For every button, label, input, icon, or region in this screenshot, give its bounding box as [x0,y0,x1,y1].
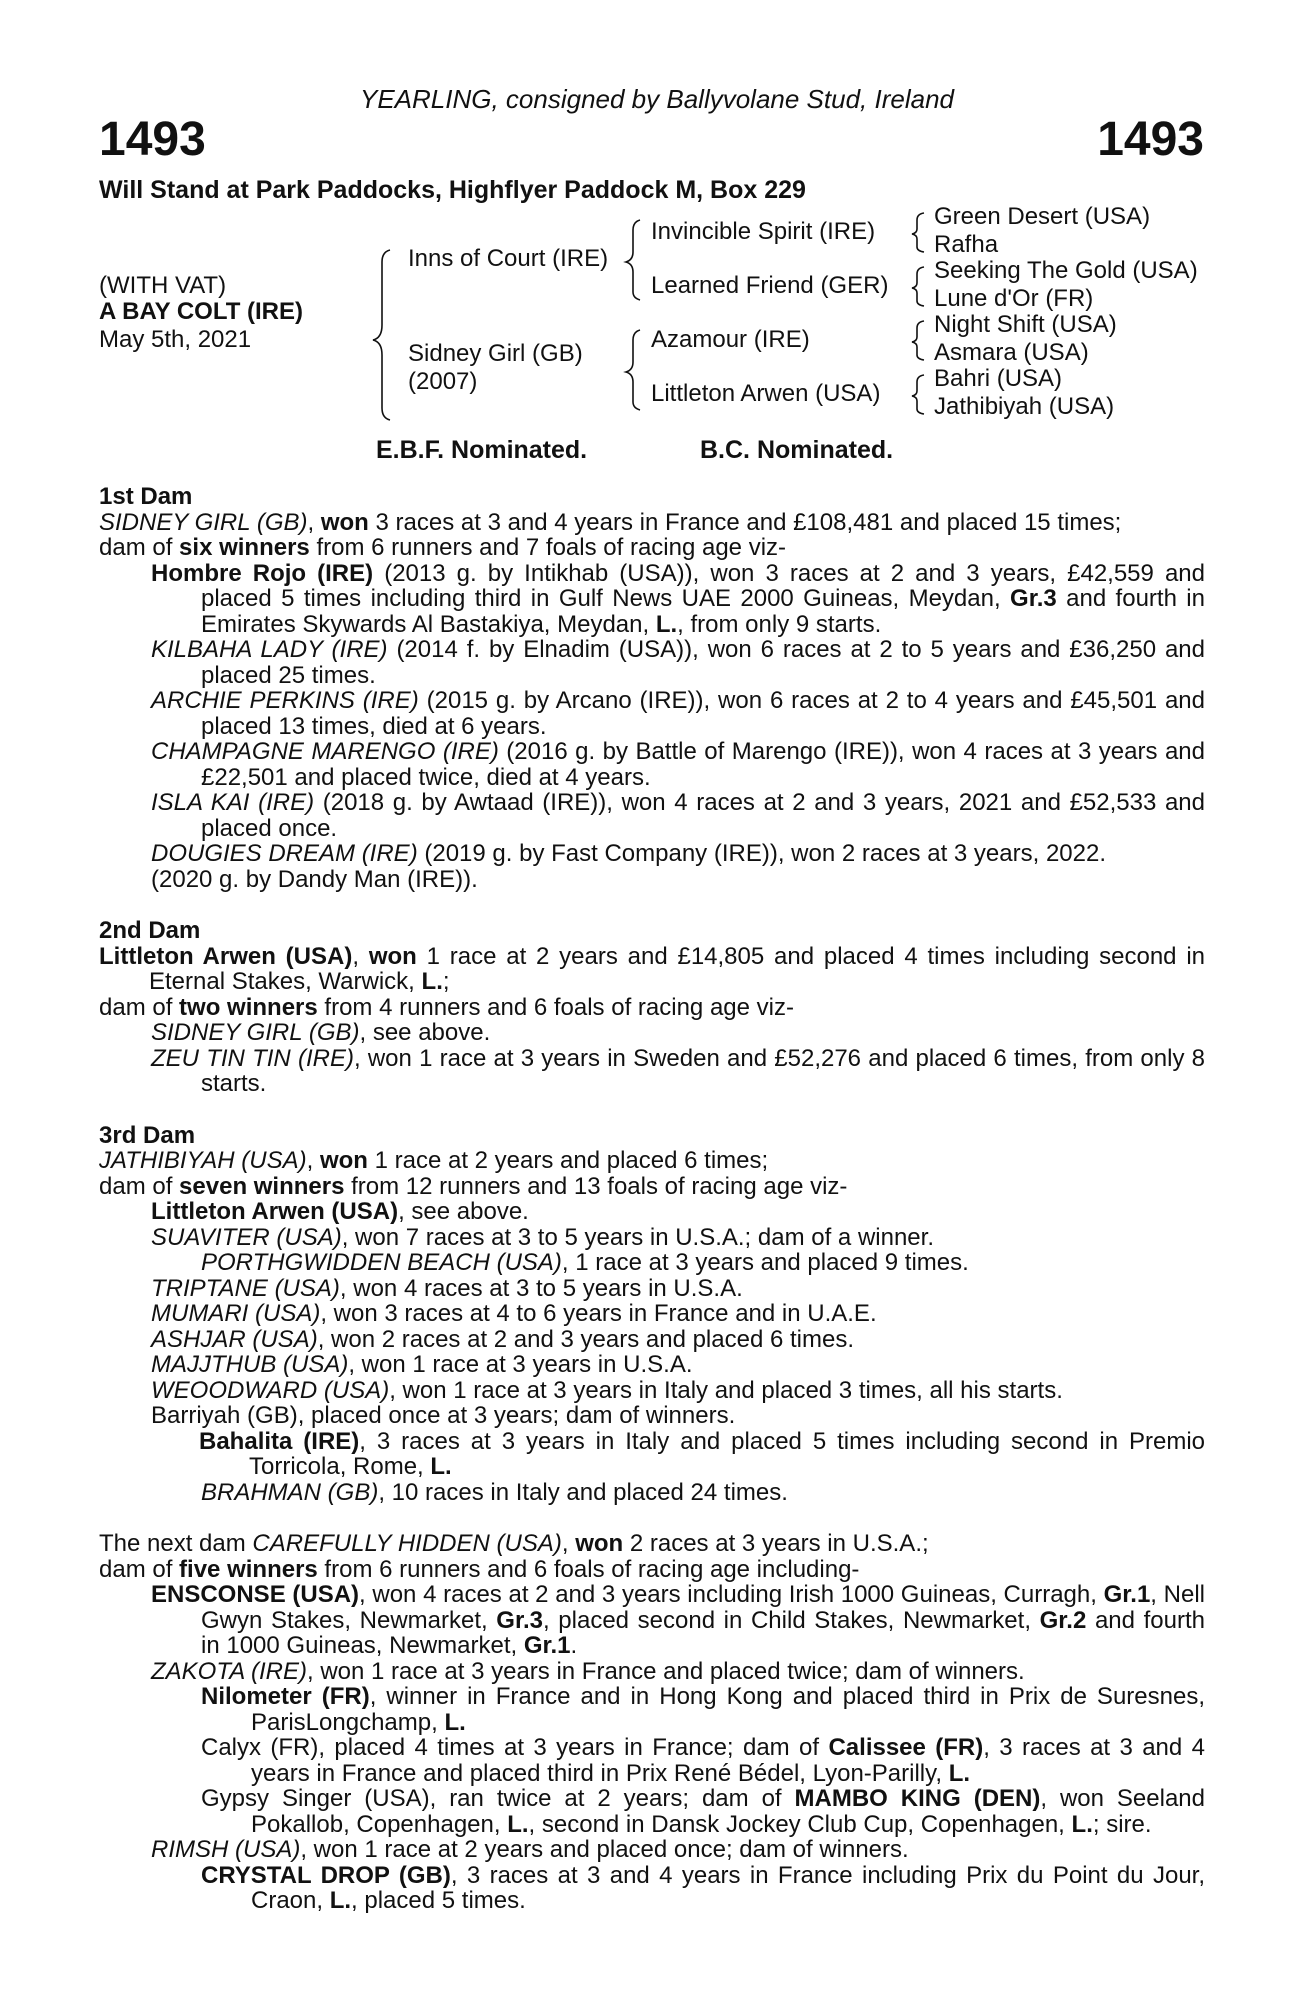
bracket-g1 [912,213,924,252]
list-item: Barriyah (GB), placed once at 3 years; dam of winners. [151,1402,736,1429]
stand-location: Will Stand at Park Paddocks, Highflyer Paddock M, Box 229 [99,176,806,204]
next-dam-produce: dam of five winners from 6 runners and 6 foals of racing age including- [99,1555,860,1583]
lot-number-left: 1493 [99,113,206,166]
list-item: Nilometer (FR), winner in France and in Hong Kong and placed third in Prix de Suresnes, ParisLongchamp, L. [201,1683,1205,1736]
third-dam-heading: 3rd Dam [99,1121,196,1149]
list-item: Hombre Rojo (IRE) (2013 g. by Intikhab (USA)), won 3 races at 2 and 3 years, £42,559 and placed 5 times including third in Gulf News UAE 2000 Guineas, Meydan, Gr.3 and fourth in Emirates Skywards Al Bastakiya, Meydan, L., from only 9 starts. [151,559,1205,638]
list-item: ISLA KAI (IRE) (2018 g. by Awtaad (IRE)), won 4 races at 2 and 3 years, 2021 and £52,533 and placed once. [151,789,1205,842]
foaling-date: May 5th, 2021 [99,326,252,353]
ped-g8: Jathibiyah (USA) [934,393,1115,420]
bc-nominated: B.C. Nominated. [700,436,894,464]
ped-g5: Night Shift (USA) [934,311,1117,338]
ped-g7: Bahri (USA) [934,365,1063,392]
list-item: ENSCONSE (USA), won 4 races at 2 and 3 years including Irish 1000 Guineas, Curragh, Gr.1, Nell Gwyn Stakes, Newmarket, Gr.3, placed second in Child Stakes, Newmarket, Gr.2 and fourth in 1000 Guineas, Newmarket, Gr.1. [151,1581,1205,1659]
first-dam-heading: 1st Dam [99,483,193,510]
ped-dam-sire: Azamour (IRE) [651,326,810,353]
ped-g4: Lune d'Or (FR) [934,285,1094,312]
third-dam-line: JATHIBIYAH (USA), won 1 race at 2 years and placed 6 times; [99,1147,769,1174]
bracket-main [373,250,390,420]
list-item: BRAHMAN (GB), 10 races in Italy and placed 24 times. [201,1478,788,1506]
ped-g1: Green Desert (USA) [934,203,1151,230]
ebf-nominated: E.B.F. Nominated. [376,436,588,464]
second-dam-line: Littleton Arwen (USA), won 1 race at 2 years and £14,805 and placed 4 times including second in Eternal Stakes, Warwick, L.; [99,942,1206,995]
list-item: KILBAHA LADY (IRE) (2014 f. by Elnadim (USA)), won 6 races at 2 to 5 years and £36,250 and placed 25 times. [151,636,1205,689]
list-item: CRYSTAL DROP (GB), 3 races at 3 and 4 years in France including Prix du Point du Jour, Craon, L., placed 5 times. [201,1861,1205,1914]
ped-dam: Sidney Girl (GB) [408,340,583,367]
bracket-dam [626,330,640,410]
second-dam-produce: dam of two winners from 4 runners and 6 foals of racing age viz- [99,993,794,1021]
first-dam-line: SIDNEY GIRL (GB), won 3 races at 3 and 4 years in France and £108,481 and placed 15 times; [99,508,1122,536]
ped-sire: Inns of Court (IRE) [408,245,609,272]
ped-sire-sire: Invincible Spirit (IRE) [651,218,876,245]
list-item: Calyx (FR), placed 4 times at 3 years in France; dam of Calissee (FR), 3 races at 3 and 4 years in France and placed third in Prix René Bédel, Lyon-Parilly, L. [201,1734,1205,1787]
list-item: CHAMPAGNE MARENGO (IRE) (2016 g. by Battle of Marengo (IRE)), won 4 races at 3 years and £22,501 and placed twice, died at 4 years. [151,738,1206,791]
list-item: (2020 g. by Dandy Man (IRE)). [151,865,478,893]
list-item: WEOODWARD (USA), won 1 race at 3 years in Italy and placed 3 times, all his starts. [151,1376,1063,1404]
ped-g3: Seeking The Gold (USA) [934,257,1198,284]
consignment-line: YEARLING, consigned by Ballyvolane Stud, Ireland [359,84,954,114]
list-item: ZAKOTA (IRE), won 1 race at 3 years in France and placed twice; dam of winners. [151,1657,1025,1685]
list-item: SIDNEY GIRL (GB), see above. [151,1019,491,1046]
ped-g6: Asmara (USA) [934,339,1089,366]
list-item: SUAVITER (USA), won 7 races at 3 to 5 years in U.S.A.; dam of a winner. [151,1223,934,1251]
list-item: ARCHIE PERKINS (IRE) (2015 g. by Arcano (IRE)), won 6 races at 2 to 4 years and £45,501 and placed 13 times, died at 6 years. [151,687,1205,740]
bracket-sire [626,220,640,300]
bracket-g2 [912,267,924,306]
third-dam-produce: dam of seven winners from 12 runners and 13 foals of racing age viz- [99,1172,848,1200]
list-item: MAJJTHUB (USA), won 1 race at 3 years in U.S.A. [151,1351,693,1378]
bracket-g3 [912,321,924,360]
list-item: Littleton Arwen (USA), see above. [151,1198,529,1225]
lot-number-right: 1493 [1097,113,1204,166]
ped-sire-dam: Learned Friend (GER) [651,272,889,299]
ped-dam-year: (2007) [408,368,478,395]
ped-g2: Rafha [934,231,999,258]
catalogue-body [99,484,1205,1914]
list-item: Gypsy Singer (USA), ran twice at 2 years; dam of MAMBO KING (DEN), won Seeland Pokallob, Copenhagen, L., second in Dansk Jockey Club Cup, Copenhagen, L.; sire. [201,1785,1205,1838]
list-item: TRIPTANE (USA), won 4 races at 3 to 5 years in U.S.A. [151,1274,743,1302]
list-item: ZEU TIN TIN (IRE), won 1 race at 3 years in Sweden and £52,276 and placed 6 times, from only 8 starts. [151,1044,1205,1097]
next-dam-line: The next dam CAREFULLY HIDDEN (USA), won 2 races at 3 years in U.S.A.; [99,1530,929,1557]
list-item: Bahalita (IRE), 3 races at 3 years in Italy and placed 5 times including second in Premio Torricola, Rome, L. [199,1427,1205,1480]
list-item: MUMARI (USA), won 3 races at 4 to 6 years in France and in U.A.E. [151,1300,877,1327]
list-item: ASHJAR (USA), won 2 races at 2 and 3 years and placed 6 times. [151,1325,854,1353]
bracket-g4 [912,375,924,414]
list-item: RIMSH (USA), won 1 race at 2 years and placed once; dam of winners. [151,1836,909,1863]
list-item: DOUGIES DREAM (IRE) (2019 g. by Fast Company (IRE)), won 2 races at 3 years, 2022. [151,840,1106,867]
list-item: PORTHGWIDDEN BEACH (USA), 1 race at 3 years and placed 9 times. [201,1249,969,1276]
first-dam-produce: dam of six winners from 6 runners and 7 foals of racing age viz- [99,534,787,561]
vat-note: (WITH VAT) [99,272,227,299]
horse-name: A BAY COLT (IRE) [99,298,304,325]
second-dam-heading: 2nd Dam [99,917,201,944]
ped-dam-dam: Littleton Arwen (USA) [651,380,881,407]
